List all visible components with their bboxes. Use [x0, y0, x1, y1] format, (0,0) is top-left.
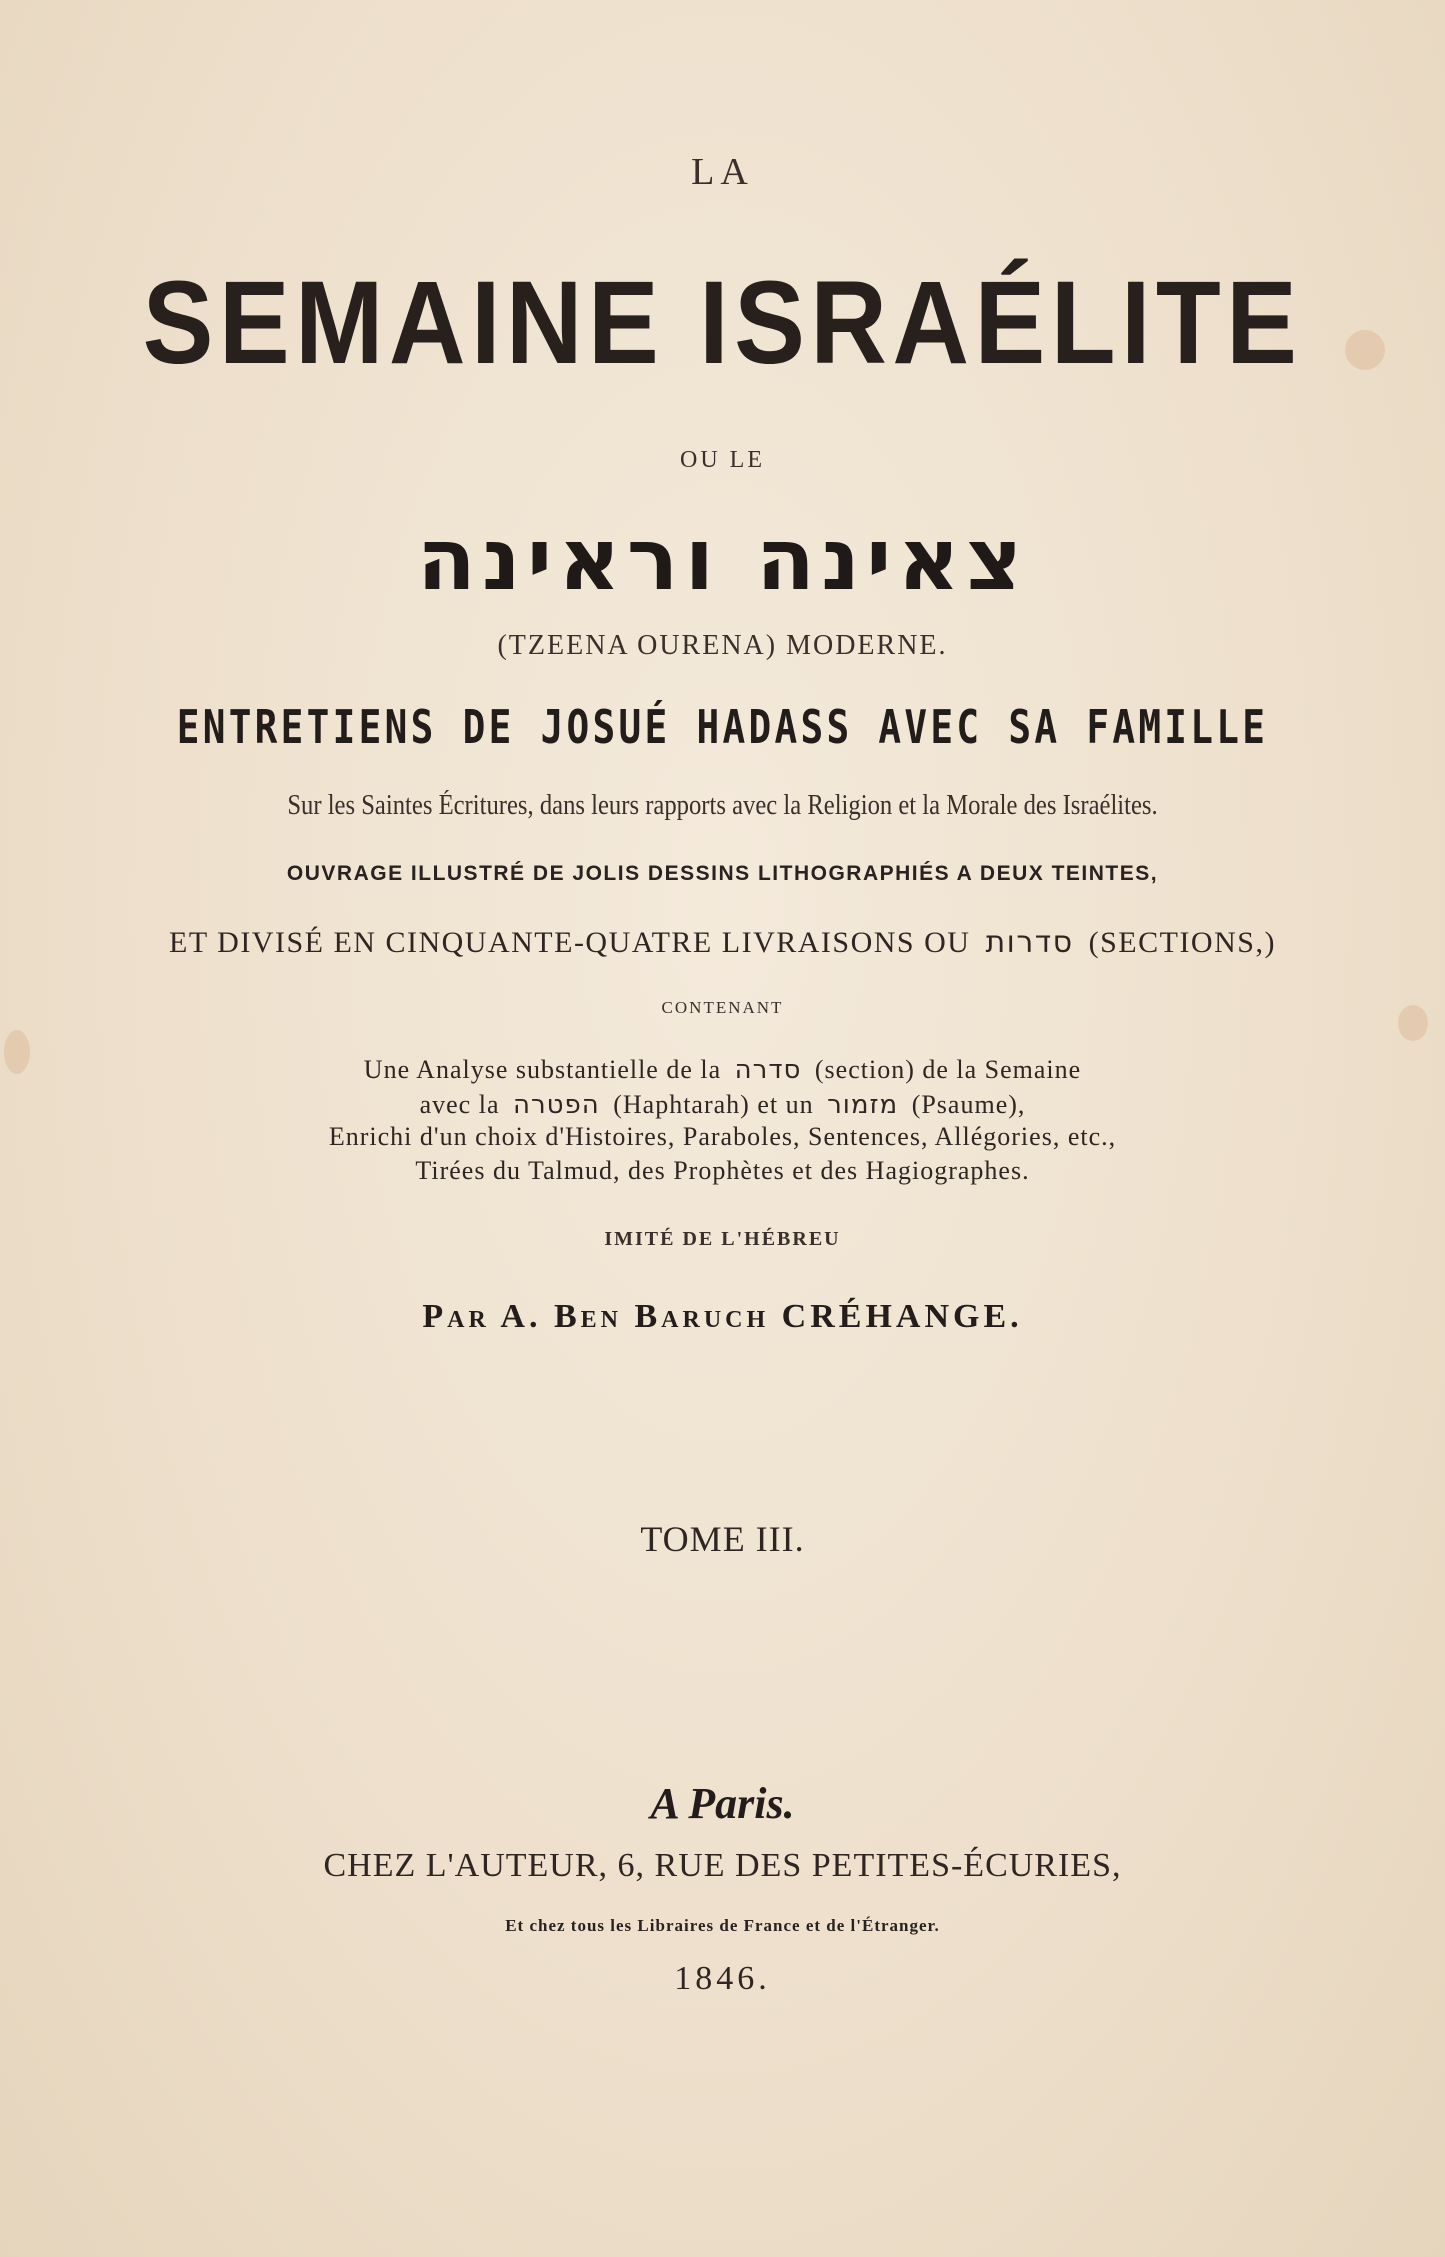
division-text: ET DIVISÉ EN CINQUANTE-QUATRE LIVRAISONS OU — [169, 926, 971, 959]
contents-line-2 — [0, 1090, 1445, 1120]
subtitle-description: Sur les Saintes Écritures, dans leurs rapports avec la Religion et la Morale des Israélites. — [287, 790, 1158, 821]
contents-hebrew: הפטרה — [512, 1090, 600, 1120]
contents-text: Une Analyse substantielle de la — [363, 1055, 722, 1084]
contents-hebrew: מזמור — [827, 1090, 899, 1120]
publisher-address: CHEZ L'AUTEUR, 6, RUE DES PETITES-ÉCURIES, — [323, 1847, 1122, 1884]
imitation-note: IMITÉ DE L'HÉBREU — [604, 1228, 841, 1250]
volume-number: TOME III. — [640, 1519, 805, 1559]
transliterated-title: (TZEENA OURENA) MODERNE. — [497, 630, 948, 661]
title-article: LA — [691, 151, 754, 193]
subtitle-entretiens: ENTRETIENS DE JOSUÉ HADASS AVEC SA FAMILLE — [176, 700, 1269, 754]
author-line: Par A. Ben Baruch CRÉHANGE. — [422, 1298, 1023, 1335]
hebrew-title: צאינה וראינה — [416, 510, 1029, 610]
division-text-end: (SECTIONS,) — [1088, 926, 1276, 959]
contents-line-4: Tirées du Talmud, des Prophètes et des Hagiographes. — [415, 1156, 1030, 1185]
division-hebrew: סדרות — [985, 925, 1074, 960]
booksellers-note: Et chez tous les Libraires de France et de l'Étranger. — [505, 1916, 940, 1935]
main-title: SEMAINE ISRAÉLITE — [142, 257, 1303, 389]
contents-hebrew: סדרה — [734, 1055, 802, 1085]
contents-text: avec la — [419, 1090, 500, 1119]
contents-heading: CONTENANT — [661, 998, 784, 1017]
contents-text: (Psaume), — [911, 1090, 1026, 1119]
division-note — [0, 925, 1445, 960]
contents-line-3: Enrichi d'un choix d'Histoires, Paraboles, Sentences, Allégories, etc., — [328, 1122, 1117, 1151]
title-connector: OU LE — [680, 447, 765, 473]
illustration-note: OUVRAGE ILLUSTRÉ DE JOLIS DESSINS LITHOGRAPHIÉS A DEUX TEINTES, — [286, 862, 1159, 885]
contents-text: (Haphtarah) et un — [613, 1090, 814, 1119]
publication-year: 1846. — [674, 1960, 771, 1997]
contents-text: (section) de la Semaine — [814, 1055, 1082, 1084]
contents-line-1 — [0, 1055, 1445, 1085]
publication-place: A Paris. — [650, 1779, 795, 1828]
